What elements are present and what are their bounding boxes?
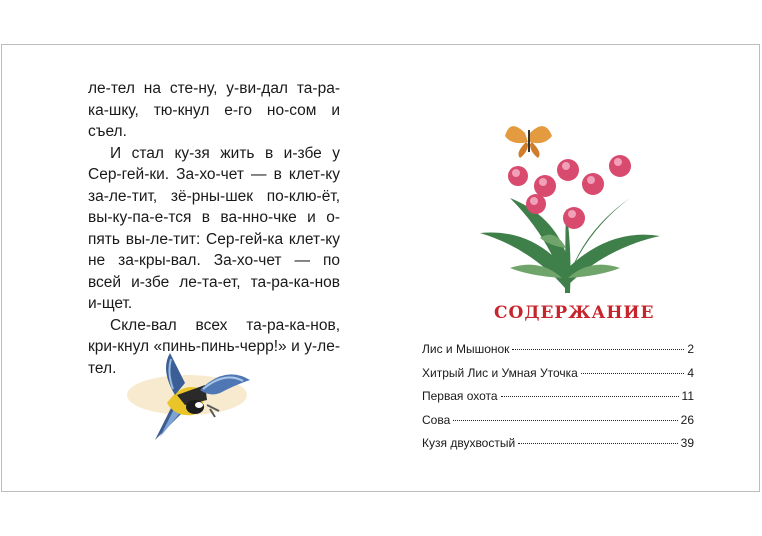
toc-entry-title: Хитрый Лис и Умная Уточка <box>422 365 578 380</box>
dot-leader <box>453 420 677 421</box>
toc-title: СОДЕРЖАНИЕ <box>494 303 655 323</box>
toc-row <box>422 342 694 366</box>
toc-entry-page: 4 <box>687 365 694 380</box>
toc-entry-page: 39 <box>680 436 694 450</box>
toc-entry-title: Первая охота <box>422 389 498 403</box>
bird-illustration <box>115 345 260 445</box>
dot-leader <box>581 373 685 374</box>
toc-entry-title: Сова <box>422 412 451 427</box>
table-of-contents <box>422 342 694 460</box>
toc-entry-page: 11 <box>681 389 694 403</box>
toc-row <box>422 413 694 437</box>
toc-entry-page: 26 <box>680 412 694 427</box>
toc-row <box>422 436 694 460</box>
paragraph-1: ле-тел на сте-ну, у-ви-дал та-ра-ка-шку, тю-кнул е-го но-сом и съел. <box>88 80 340 140</box>
toc-entry-title: Лис и Мышонок <box>422 342 510 356</box>
dot-leader <box>512 349 684 350</box>
toc-row <box>422 389 694 413</box>
butterfly-icon <box>505 126 552 158</box>
clover-illustration <box>470 118 665 298</box>
toc-entry-page: 2 <box>687 342 694 356</box>
dot-leader <box>501 396 679 397</box>
paragraph-2: И стал ку-зя жить в и-збе у Сер-гей-ки. За-хо-чет — в клет-ку за-ле-тит, зё-рны-шек по-клю-ёт, вы-ку-па-е-тся в ва-нно-чке и о-пять вы-ле-тит: Сер-гей-ка клет-ку не за-кры-вал. За-хо-чет — по всей и-збе ле-та-ет, та-ра-ка-нов и-щет. <box>88 144 340 312</box>
paragraph-3: Скле-вал всех та-ра-ка-нов, кри-кнул «пинь-пинь-черр!» и у-ле-тел. <box>88 316 340 377</box>
toc-row <box>422 366 694 390</box>
dot-leader <box>518 443 677 444</box>
toc-entry-title: Кузя двухвостый <box>422 436 516 450</box>
left-page-text <box>88 78 340 379</box>
